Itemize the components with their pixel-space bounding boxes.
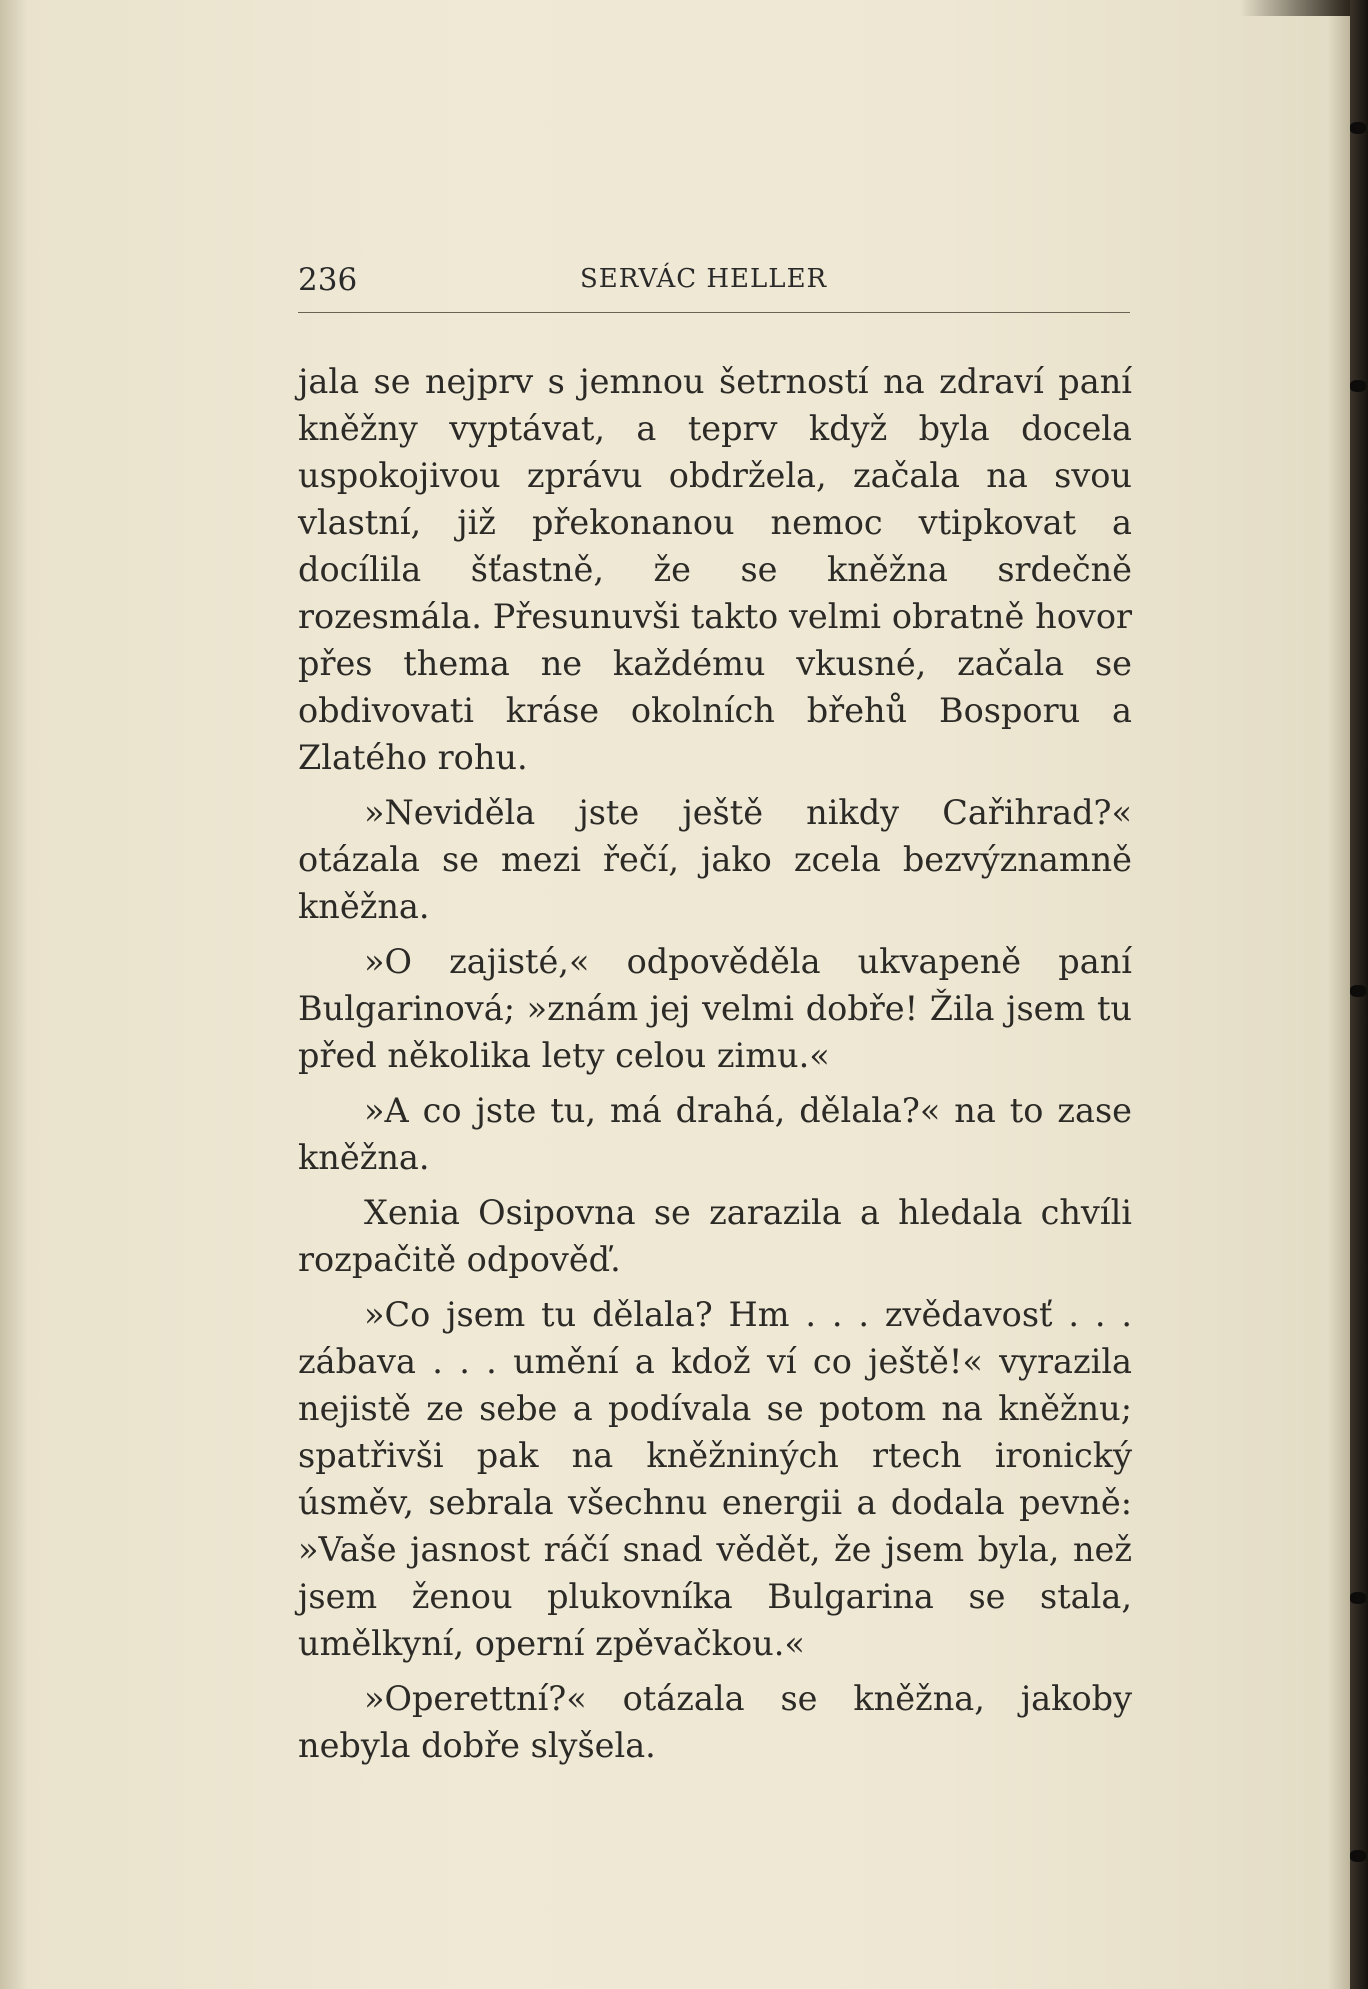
paragraph: »A co jste tu, má drahá, dělala?« na to zase kněžna. [298, 1091, 1132, 1177]
running-head: SERVÁC HELLER [580, 264, 828, 294]
paragraph: »Neviděla jste ještě nikdy Cařihrad?« otázala se mezi řečí, jako zcela bezvýznamně kněžna. [298, 793, 1132, 926]
page-gutter-shadow [0, 0, 28, 1989]
paragraph: »Operettní?« otázala se kněžna, jakoby nebyla dobře slyšela. [298, 1679, 1132, 1765]
book-binding-edge [1350, 0, 1368, 1989]
scan-edge-shadow [1240, 0, 1350, 16]
text-body [298, 358, 1132, 1777]
page-edge-shadow [1328, 0, 1350, 1989]
binding-mark [1350, 985, 1366, 997]
page-header [298, 262, 1130, 313]
paragraph: »Co jsem tu dělala? Hm . . . zvědavosť . . . zábava . . . umění a kdož ví co ještě!« vyrazila nejistě ze sebe a podívala se potom na kněžnu; spatřivši pak na kněžniných rtech ironický úsměv, sebrala všechnu energii a dodala pevně: »Vaše jasnost ráčí snad vědět, že jsem byla, než jsem ženou plukovníka Bulgarina se stala, umělkyní, operní zpěvačkou.« [298, 1295, 1132, 1663]
binding-mark [1350, 1850, 1366, 1862]
binding-mark [1350, 380, 1366, 392]
binding-mark [1350, 1592, 1366, 1604]
paragraph: »O zajisté,« odpověděla ukvapeně paní Bulgarinová; »znám jej velmi dobře! Žila jsem tu před několika lety celou zimu.« [298, 942, 1132, 1075]
binding-mark [1350, 122, 1366, 134]
paragraph: Xenia Osipovna se zarazila a hledala chvíli rozpačitě odpověď. [298, 1193, 1132, 1279]
page-number: 236 [298, 262, 358, 298]
paragraph: jala se nejprv s jemnou šetrností na zdraví paní kněžny vyptávat, a teprv když byla docela uspokojivou zprávu obdržela, začala na svou vlastní, již překonanou nemoc vtipkovat a docílila šťastně, že se kněžna srdečně rozesmála. Přesunuvši takto velmi obratně hovor přes thema ne každému vkusné, začala se obdivovati kráse okolních břehů Bosporu a Zlatého rohu. [298, 362, 1132, 777]
